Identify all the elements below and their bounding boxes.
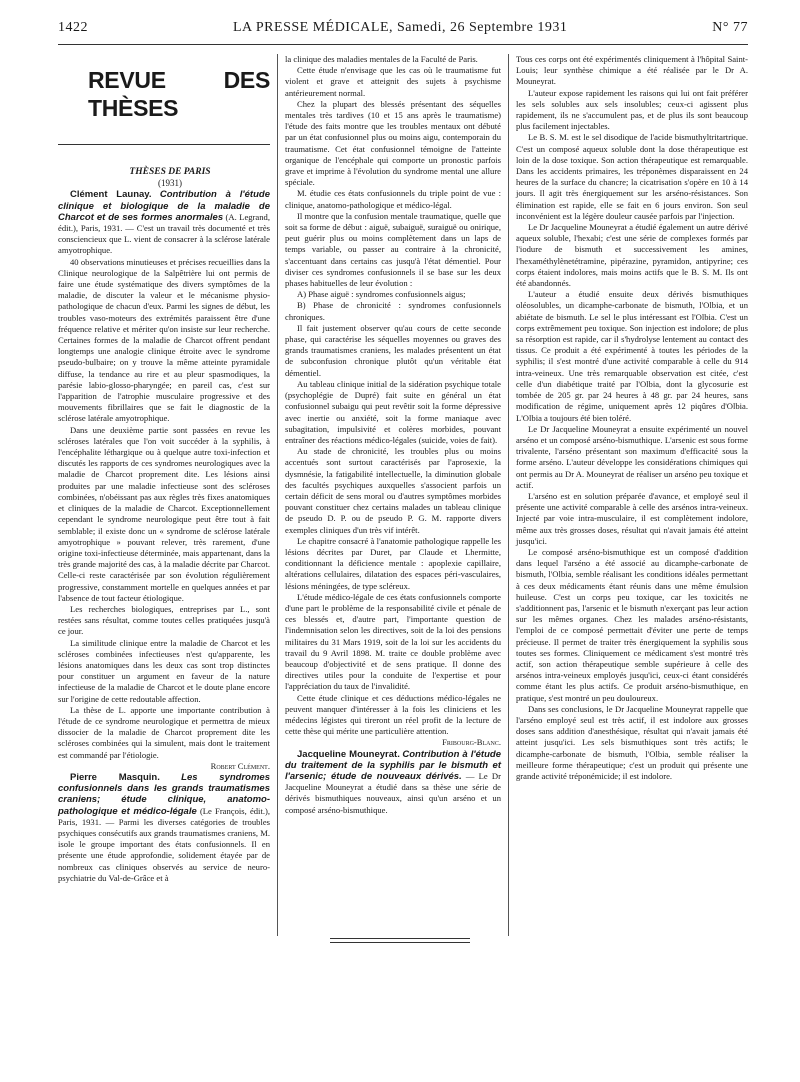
bottom-separator xyxy=(330,938,470,946)
paragraph: Il fait justement observer qu'au cours de cette seconde phase, qui caractérise les séquelles moyennes ou graves des grands traumatismes craniens, les malades présentent un état de subconfusion chronique plutôt qu'un véritable état démentiel. xyxy=(285,322,501,378)
paragraph: B) Phase de chronicité : syndromes confusionnels chroniques. xyxy=(285,300,501,322)
section-year: (1931) xyxy=(158,178,182,189)
paragraph: A) Phase aiguë : syndromes confusionnels aigus; xyxy=(297,289,466,300)
title-rule xyxy=(58,144,270,145)
column-2 xyxy=(285,54,501,816)
entry-author: Pierre Masquin. xyxy=(70,771,160,783)
reviewer-signature: Fribourg-Blanc. xyxy=(442,737,501,748)
entry-author: Clément Launay. xyxy=(70,189,152,201)
paragraph: L'auteur a étudié ensuite deux dérivés bismuthiques oléosolubles, un dicamphe-carbonate de bismuth, l'Olbia, et un abiétate de bismuth. Le sel le plus intéressant est l'Olbia. C'est un corps extrêmement peu toxique. Son injection est indolore; de plus sa résorption est rapide, car il s'hydrolyse lentement au contact des tissus. Ce produit a été expérimenté à toutes les périodes de la syphilis; il s'est montré d'une activité comparable à celle du 914 intra-veineux. Une très remarquable observation est citée, c'est celle d'un diabétique traité par l'Olbia, dont la glycosurie est tombée de 205 gr. par 24 heures à 48 gr. par 24 heures, sans modification de régime, uniquement après 12 piqûres d'Olbia. L'Olbia a toujours été bien toléré. xyxy=(516,289,748,423)
issue-number: N° 77 xyxy=(712,20,748,35)
entry-title: Contribution à l'étude clinique et biologique de la maladie de Charcot et de ses formes anormales xyxy=(58,189,270,223)
header-rule xyxy=(58,44,748,45)
paragraph: Au tableau clinique initial de la sidération psychique totale (psychoplégie de Dupré) fait suite en général un état confusionnel subaigu qui peut revêtir soit la forme dépressive avec inertie ou anxiété, soit la forme maniaque avec subagitation, impulsivité et colères morbides, pouvant entraîner des réactions médico-légales (suicide, voies de fait). xyxy=(285,378,501,445)
entry-title: Contribution à l'étude du traitement de la syphilis par le bismuth et l'arsenic; étude de nouveaux dérivés. xyxy=(285,748,501,782)
paragraph: Le composé arséno-bismuthique est un composé d'addition dans lequel l'arséno a été associé au dicamphe-carbonate de bismuth, l'Olbia, semble réalisant les conditions idéales permettant à ces deux médicaments étant réunis dans une même émulsion huileuse. C'est un corps peu toxique, car les toxicités ne s'additionnent pas, l'arsenic et le bismuth n'exerçant pas leur action sur les mêmes organes. Chez les malades arséno-résistants, l'emploi de ce composé permettait d'éviter une perte de temps précieuse. Il permet de traiter très énergiquement la syphilis sous toutes ses formes. Cliniquement ce médicament s'est montré très actif, son action thérapeutique semble supérieure à celle des arsénos intra-veineux employés jusqu'ici, ceux-ci étant considérés comme étant les plus actifs. Ce produit arséno-bismuthique, en pratique, s'est montré un peu douloureux. xyxy=(516,546,748,703)
paragraph: M. étudie ces états confusionnels du triple point de vue : clinique, anatomo-pathologique et médico-légal. xyxy=(285,188,501,210)
entry-publication: — Le Dr Jacqueline Mouneyrat a étudié dans sa thèse une série de dérivés bismuthiques nouveaux, ainsi qu'un arséno et un composé arséno-bismuthique. xyxy=(285,771,501,815)
paragraph: Cette étude clinique et ces déductions médico-légales ne peuvent manquer d'intéresser à la fois les cliniciens et les médecins légistes qui tireront un réel profit de la lecture de cette thèse qui mérite une particulière attention. xyxy=(285,692,501,737)
page-number: 1422 xyxy=(58,20,88,35)
paragraph: Dans ses conclusions, le Dr Jacqueline Mouneyrat rappelle que l'arséno employé seul est très actif, il est indolore aux grosses doses sans addition d'anesthésique, résultat qui n'avait jamais été atteint jusqu'ici. Les sels bismuthiques sont très actifs; le dicamphe-carbonate de bismuth, l'Olbia, semble réaliser la meilleure forme thérapeutique; c'est un produit qui présente une grande activité tréponémicide; il est indolore. xyxy=(516,703,748,781)
paragraph: La thèse de L. apporte une importante contribution à l'étude de ce syndrome neurologique et permettra de mieux dissocier de la maladie de Charcot proprement dite les scléroses combinées qui la simulent, mais dont le traitement est commandé par l'étiologie. xyxy=(58,704,270,760)
section-subtitle: THÈSES DE PARIS xyxy=(129,167,211,177)
entry-publication: (Le François, édit.), Paris, 1931. — Parmi les diverses catégories de troubles psychiques consécutifs aux grands traumatismes craniens, M. isole le groupe important des états confusionnels. Il en présente une étude approfondie, solidement étayée par de nombreux cas cliniques observés au service de neuro-psychiatrie du Val-de-Grâce et à xyxy=(58,805,270,883)
paragraph: Au stade de chronicité, les troubles plus ou moins accentués sont surtout caractérisés par l'aprosexie, la dysmnésie, la fatigabilité intellectuelle, la diminution globale des facultés psychiques auxquelles s'associent parfois un certain déficit de sens moral ou d'autres symptômes morbides pouvant constituer chez certains malades un tableau clinique de pseudo D. P. ou de pseudo P. G. M. rapporte divers exemples cliniques d'un très vif intérêt. xyxy=(285,446,501,535)
journal-title: LA PRESSE MÉDICALE, Samedi, 26 Septembre 1931 xyxy=(233,20,568,35)
entry-publication: (A. Legrand, édit.), Paris, 1931. — C'est un travail très documenté et très consciencieux que L. vient de consacrer à la sclérose latérale amyotrophique. xyxy=(58,211,270,256)
entry-author: Jacqueline Mouneyrat. xyxy=(297,748,400,760)
column-divider xyxy=(508,54,509,936)
section-title: REVUE DES THÈSES xyxy=(88,67,270,121)
paragraph: Tous ces corps ont été expérimentés cliniquement à l'hôpital Saint-Louis; leur synthèse chimique a été réalisée par le Dr A. Mouneyrat. xyxy=(516,54,748,87)
paragraph: Les recherches biologiques, entreprises par L., sont restées sans résultat, comme toutes celles pratiquées jusqu'à ce jour. xyxy=(58,603,270,637)
paragraph: Le B. S. M. est le sel disodique de l'acide bismuthyltritartrique. C'est un composé aqueux soluble dont la dose thérapeutique est loin de la dose toxique. Son action thérapeutique est remarquable. Dans les accidents primaires, les tréponèmes disparaissent en 24 heures de la surface du chancre; la cicatrisation s'opère en 10 à 14 jours. Il agit très énergiquement sur les arséno-résistances. Son élimination est rapide, elle se fait en 6 jours environ. Son seul inconvénient est la légère douleur causée parfois par l'injection. xyxy=(516,132,748,221)
paragraph: Le chapitre consacré à l'anatomie pathologique rappelle les lésions décrites par Duret, par Claude et Lhermitte, conditionnant la déficience mentale : apoplexie capillaire, altérations cellulaires, dilatation des espaces péri-vasculaires, lésions méningées, de type scléreux. xyxy=(285,535,501,591)
thesis-entry xyxy=(58,189,270,256)
paragraph: Il montre que la confusion mentale traumatique, quelle que soit sa forme de début : aiguë, subaiguë, suraiguë ou onirique, peut guérir plus ou moins complètement dans un laps de temps variable, ou passer au contraire à la chronicité, s'accentuant dans certains cas jusqu'à l'état démentiel. Pour diviser ces syndromes confusionnels il se base sur les deux phases habituelles de leur évolution : xyxy=(285,210,501,289)
column-3 xyxy=(516,54,748,782)
paragraph: L'auteur expose rapidement les raisons qui lui ont fait préférer les sels solubles aux sels insolubles; ceux-ci agissent plus rapidement, ils ne s'accumulent pas, et de plus ils sont beaucoup plus facilement injectables. xyxy=(516,87,748,132)
thesis-entry xyxy=(58,772,270,884)
paragraph: la clinique des maladies mentales de la Faculté de Paris. xyxy=(285,54,478,64)
reviewer-signature: Robert Clément. xyxy=(210,760,270,771)
paragraph: Cette étude n'envisage que les cas où le traumatisme fut violent et grave et atteignit des sujets à psychisme antérieurement normal. xyxy=(285,65,501,98)
paragraph: L'étude médico-légale de ces états confusionnels comporte d'une part le problème de la responsabilité civile et pénale de ces blessés et, d'autre part, l'importante question de l'indemnisation selon les directives, soit de la loi des pensions militaires du 31 Mars 1919, soit de la loi sur les accidents du travail du 9 Avril 1898. M. traite ce double problème avec beaucoup d'objectivité et de sens pratique. Il donne des directives utiles pour la conduite de l'expertise et pour l'appréciation du taux de l'invalidité. xyxy=(285,591,501,692)
entry-title: Les syndromes confusionnels dans les grands traumatismes craniens; étude clinique, anatomo-pathologique et médico-légale xyxy=(58,771,270,817)
paragraph: 40 observations minutieuses et précises recueillies dans la Clinique neurologique de la Salpêtrière lui ont permis de faire une étude systématique des divers symptômes de la maladie, de discuter la valeur et le mécanisme physio-pathologique de chacun d'eux. Parmi les signes de début, les troubles vaso-moteurs des extrémités paraissent être d'une fréquence relative et mériter qu'on insiste sur leur recherche. Certaines formes de la maladie de Charcot offrent pendant longtemps une analogie clinique étroite avec le syndrome pseudo-bulbaire; on y trouve la même atteinte pyramidale diffuse, la tendance au rire et au pleur spasmodiques, la parésie labio-glosso-pharyngée; en pareil cas, c'est sur l'apparition de l'atrophie musculaire progressive et des mouvements fibrillaires que se fait le diagnostic de la sclérose latérale amyotrophique. xyxy=(58,256,270,424)
paragraph: L'arséno est en solution préparée d'avance, et employé seul il présente une activité comparable à celle des arsénos intra-veineux. Injecté par voie intra-musculaire, il est complètement indolore, même aux très grosses doses, résultat qui n'avait jamais été atteint jusqu'ici. xyxy=(516,490,748,546)
paragraph: Chez la plupart des blessés présentant des séquelles mentales très tardives (10 et 15 ans après le traumatisme) l'étude des faits montre que les troubles mentaux ont débuté par un état confusionnel plus ou moins aigu, contemporain du traumatisme. Cet état confusionnel témoigne de l'atteinte organique de l'encéphale qui comporte un pronostic parfois grave et imprime à l'évolution du syndrome mental une allure spéciale. xyxy=(285,98,501,188)
column-1 xyxy=(58,54,270,884)
paragraph: La similitude clinique entre la maladie de Charcot et les scléroses combinées infectieuses n'est qu'apparente, les lésions anatomiques dans les deux cas sont trop distinctes pour constituer un argument en faveur de la nature infectieuse de la maladie de Charcot et le doute plane encore sur l'origine de cette redoutable affection. xyxy=(58,637,270,704)
thesis-entry xyxy=(285,749,501,816)
page-header xyxy=(58,20,748,42)
paragraph: Le Dr Jacqueline Mouneyrat a étudié également un autre dérivé aqueux soluble, l'hexabi; c'est une série de complexes formés par l'iodure de bismuth et successivement les amines, l'hexaméthylènetétramine, pipérazine, pyramidon, antipyrine; ces corps étaient indolores, mais moins actifs que le B. S. M. Ils ont été abandonnés. xyxy=(516,222,748,289)
paragraph: Le Dr Jacqueline Mouneyrat a ensuite expérimenté un nouvel arséno et un composé arséno-bismuthique. L'arsenic est sous forme trivalente, l'arséno présentant son maximum d'efficacité sous la forme arséno. L'auteur développe les considérations chimiques qui ont permis au Dr A. Mouneyrat de réaliser un arséno peu toxique et actif. xyxy=(516,423,748,490)
column-divider xyxy=(277,54,278,936)
paragraph: Dans une deuxième partie sont passées en revue les scléroses latérales que l'on voit succéder à la syphilis, à l'encéphalite léthargique ou à quelque autre toxi-infection et discutés les rapports de ces syndromes neurologiques avec la maladie de Charcot proprement dite. Les lésions ainsi produites par une maladie infectieuse sont des scléroses combinées, n'obéissant pas aux règles très fixes anatomiques et cliniques de la maladie de Charcot. Exceptionnellement cependant le syndrome neurologique peut être tout à fait semblable; il existe donc un « syndrome de sclérose latérale amyotrophique » pouvant relever, très rarement, d'une origine toxi-infectieuse déterminée, mais appartenant, dans la très grande majorité des cas, à la maladie décrite par Charcot. Celle-ci reste caractérisée par son évolution régulièrement progressive, constamment mortelle en quelques années et par l'absence de tout facteur étiologique. xyxy=(58,424,270,603)
